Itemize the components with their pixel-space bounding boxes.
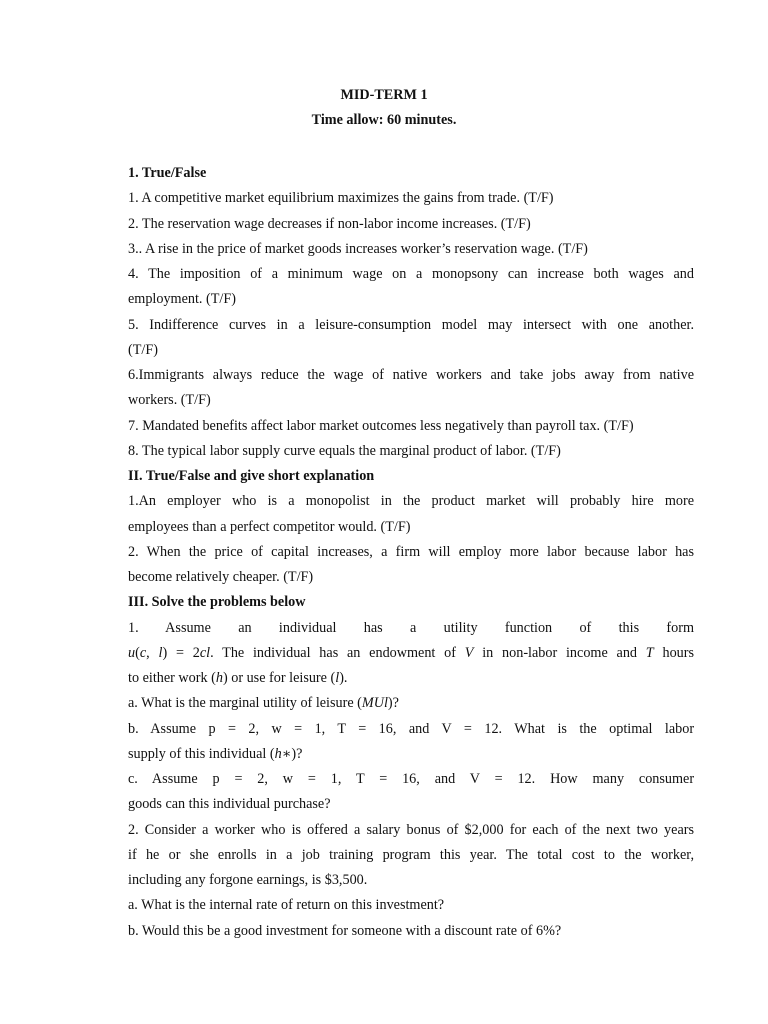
question-2-2-line2: become relatively cheaper. (T/F) (128, 569, 314, 585)
section-1-heading: 1. True/False (128, 165, 207, 181)
problem-1-part-a: a. What is the marginal utility of leisure (MUl)? (128, 695, 399, 712)
question-2-2-line1: 2. When the price of capital increases, a firm will employ more labor because labor has (128, 543, 694, 560)
exam-title: MID-TERM 1 (340, 87, 428, 103)
problem-1-part-c-line1: c. Assume p = 2, w = 1, T = 16, and V = 12. How many consumer (128, 771, 695, 787)
problem-2-part-b: b. Would this be a good investment for someone with a discount rate of 6%? (128, 922, 562, 939)
problem-1-part-c-line2: goods can this individual purchase? (128, 796, 331, 813)
problem-2-line2: if he or she enrolls in a job training program this year. The total cost to the worker, (128, 846, 694, 863)
question-1-6-line2: workers. (T/F) (128, 392, 211, 409)
question-1-6-line1: 6.Immigrants always reduce the wage of native workers and take jobs away from native (128, 367, 694, 383)
time-allowed: Time allow: 60 minutes. (311, 112, 457, 128)
question-1-1: 1. A competitive market equilibrium maximizes the gains from trade. (T/F) (128, 190, 554, 207)
exam-body (128, 161, 694, 944)
question-2-1-line2: employees than a perfect competitor would. (T/F) (128, 518, 411, 535)
section-2-heading: II. True/False and give short explanation (128, 468, 375, 484)
question-1-8: 8. The typical labor supply curve equals the marginal product of labor. (T/F) (128, 442, 561, 459)
problem-1-part-b-line2: supply of this individual (h∗)? (128, 745, 303, 762)
question-1-4-line1: 4. The imposition of a minimum wage on a monopsony can increase both wages and (128, 266, 694, 282)
problem-1-line1: 1. Assume an individual has a utility function of this form (128, 619, 694, 636)
question-1-2: 2. The reservation wage decreases if non-labor income increases. (T/F) (128, 215, 531, 232)
problem-1-line2: u(c, l) = 2cl. The individual has an endowment of V in non-labor income and T hours (128, 644, 694, 661)
section-3-heading: III. Solve the problems below (128, 594, 306, 611)
problem-1-part-b-line1: b. Assume p = 2, w = 1, T = 16, and V = 12. What is the optimal labor (128, 720, 695, 737)
question-1-4-line2: employment. (T/F) (128, 291, 236, 308)
problem-2-part-a: a. What is the internal rate of return on this investment? (128, 897, 445, 914)
question-1-7: 7. Mandated benefits affect labor market outcomes less negatively than payroll tax. (T/F) (128, 417, 634, 434)
problem-2-line1: 2. Consider a worker who is offered a salary bonus of $2,000 for each of the next two years (128, 821, 694, 838)
question-1-5-line2: (T/F) (128, 341, 158, 358)
question-2-1-line1: 1.An employer who is a monopolist in the product market will probably hire more (128, 493, 694, 510)
problem-2-line3: including any forgone earnings, is $3,500. (128, 872, 368, 888)
problem-1-line3: to either work (h) or use for leisure (l). (128, 670, 348, 686)
question-1-5-line1: 5. Indifference curves in a leisure-consumption model may intersect with one another. (128, 316, 694, 333)
question-1-3: 3.. A rise in the price of market goods increases worker’s reservation wage. (T/F) (128, 240, 588, 257)
